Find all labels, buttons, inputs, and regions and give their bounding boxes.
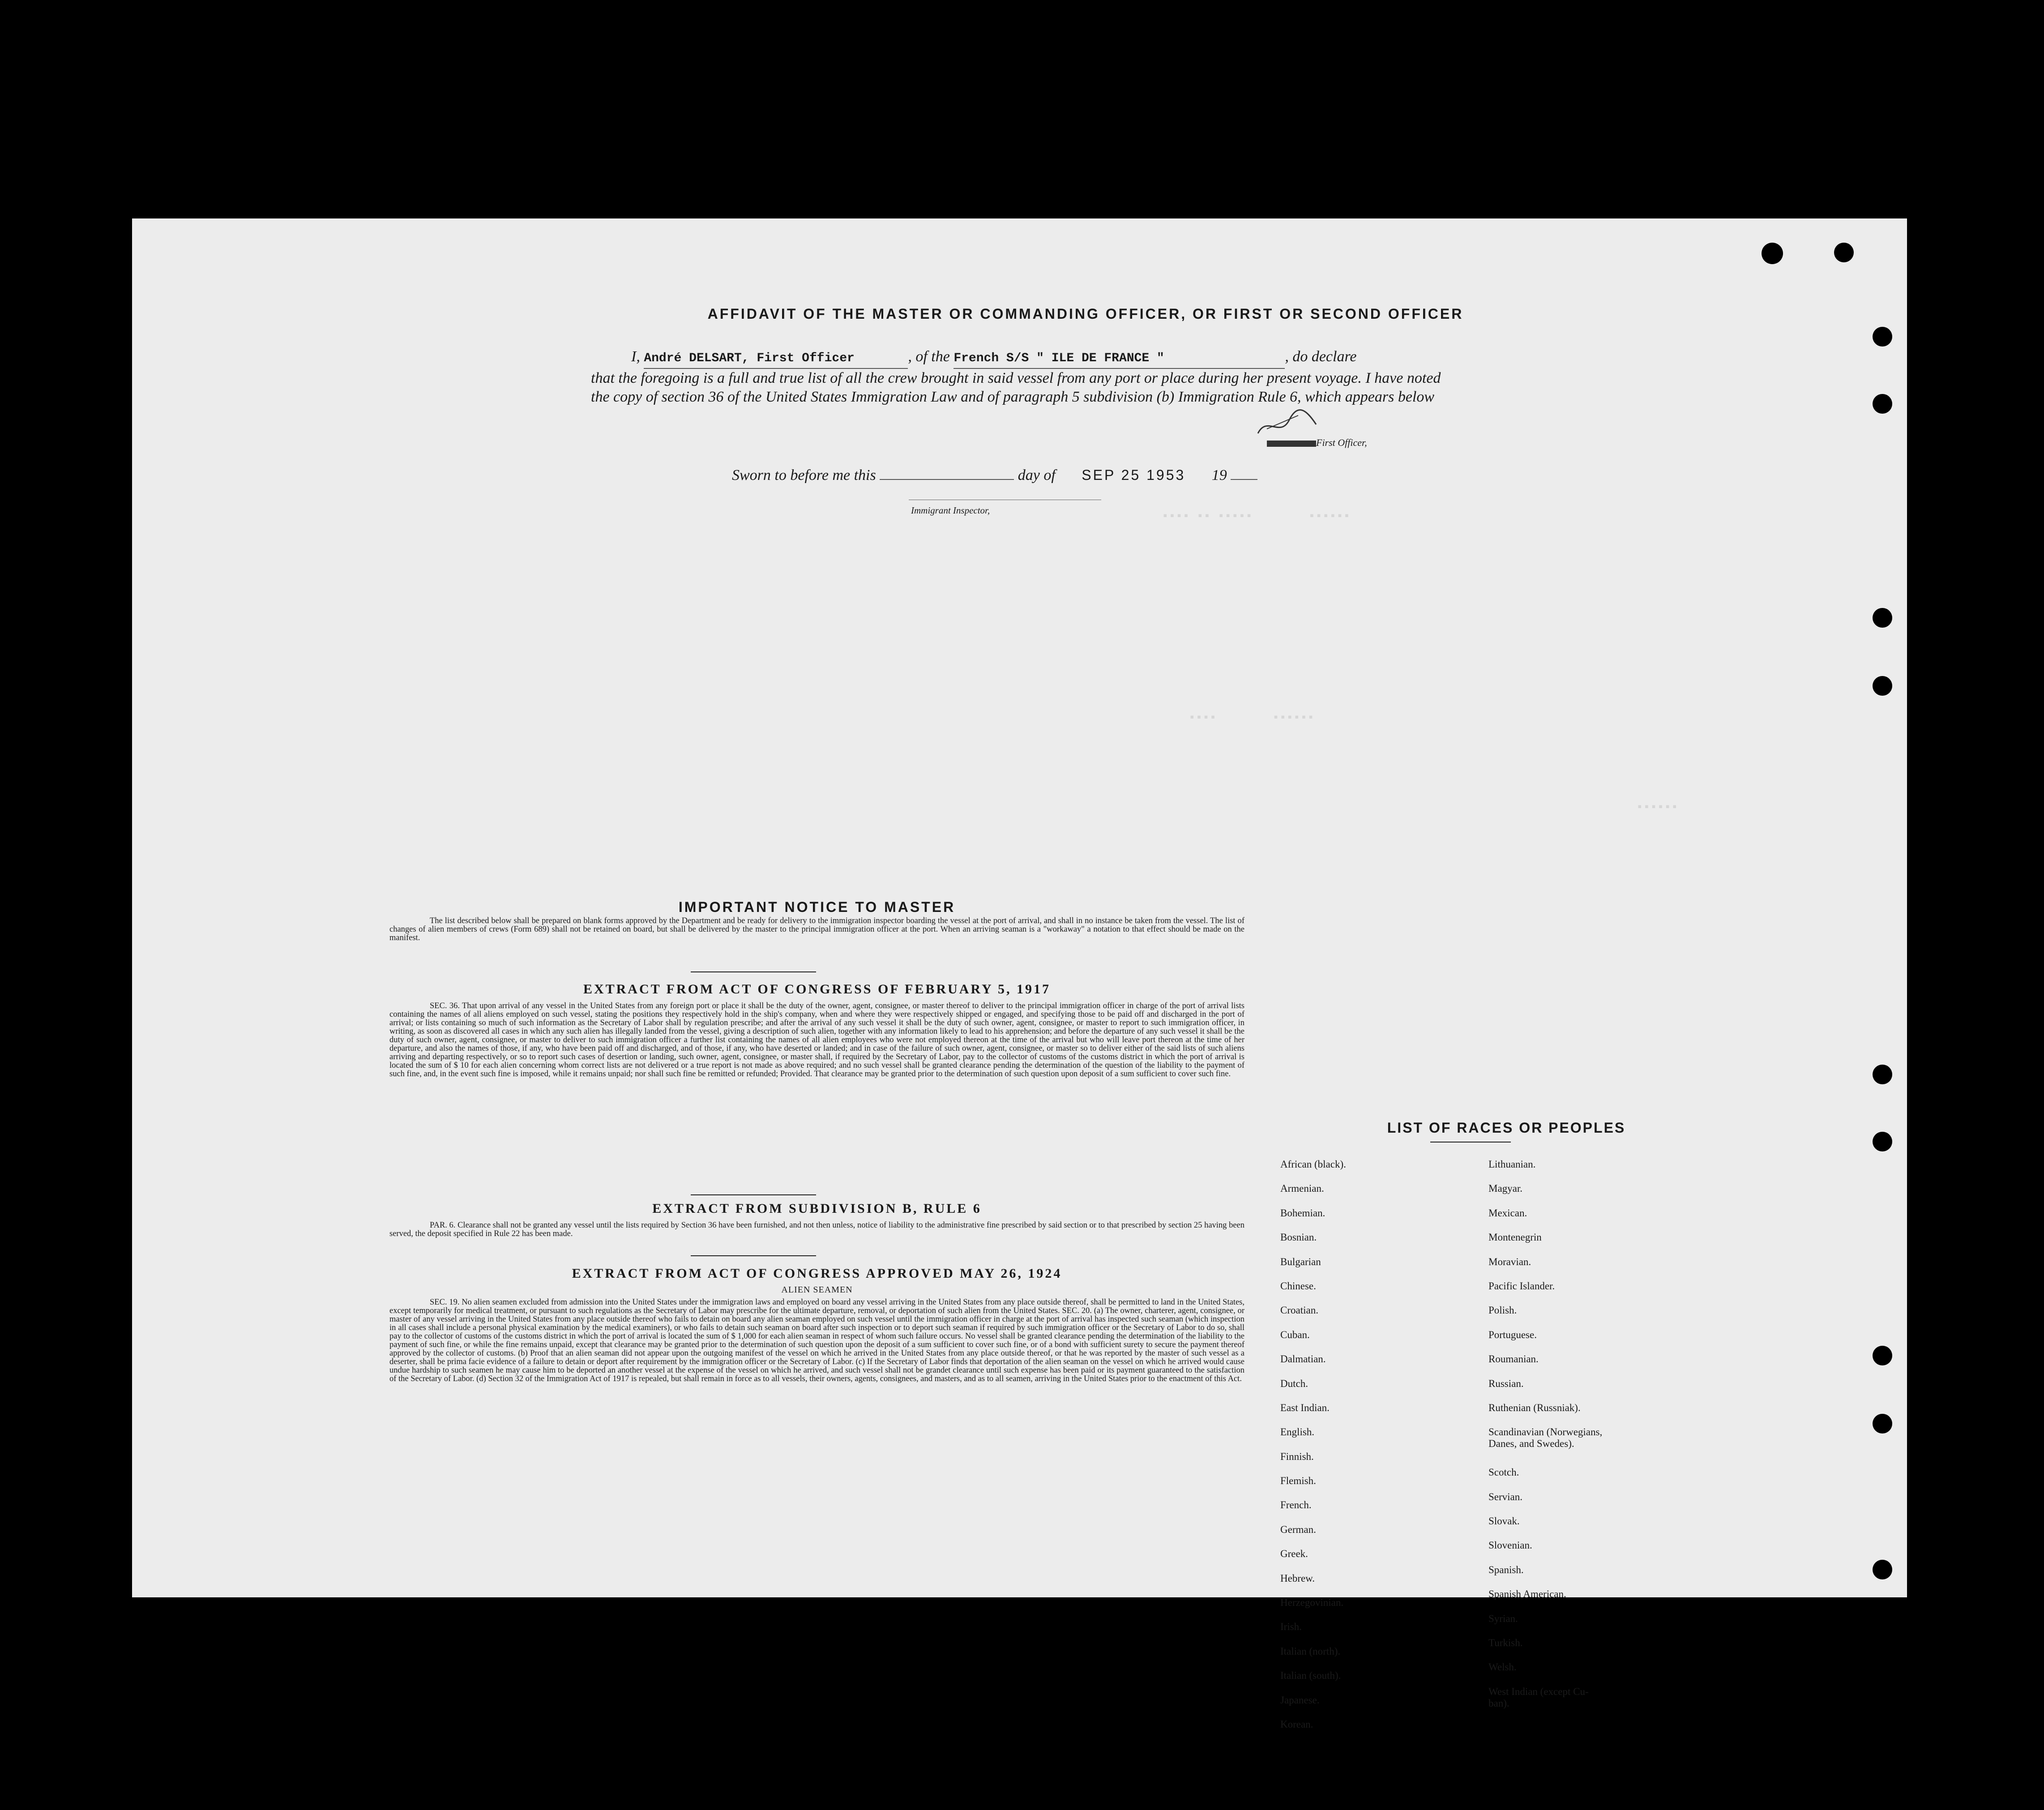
struck-out-text: [1267, 441, 1316, 447]
race-item: Bosnian.: [1280, 1232, 1317, 1243]
race-item: Scotch.: [1488, 1467, 1519, 1478]
punch-hole: [1873, 1346, 1892, 1365]
signature-line: [1267, 437, 1367, 449]
race-item: Cuban.: [1280, 1329, 1310, 1340]
do-declare-text: , do declare: [1285, 348, 1357, 365]
sworn-prefix: Sworn to before me this: [732, 467, 876, 484]
race-item: Turkish.: [1488, 1637, 1523, 1649]
race-item: Herzegovinian.: [1280, 1597, 1344, 1609]
of-the-text: , of the: [908, 348, 950, 365]
extract-1924-title: EXTRACT FROM ACT OF CONGRESS APPROVED MAY 26, 1924: [572, 1266, 1062, 1281]
races-right-column: [1488, 1159, 1721, 1710]
divider: [691, 1255, 816, 1256]
race-item: Welsh.: [1488, 1661, 1517, 1673]
race-item: Spanish.: [1488, 1564, 1524, 1575]
race-item: Spanish American.: [1488, 1588, 1566, 1600]
race-item: Polish.: [1488, 1305, 1517, 1316]
year-field: [1231, 479, 1257, 480]
punch-hole: [1873, 676, 1892, 696]
races-left-column: [1280, 1159, 1468, 1743]
day-of-text: day of: [1018, 467, 1056, 484]
signature-caption: First Officer,: [1316, 437, 1367, 448]
race-item: African (black).: [1280, 1159, 1346, 1170]
document-page: [132, 218, 1907, 1730]
extract-rule6-title: EXTRACT FROM SUBDIVISION B, RULE 6: [652, 1201, 982, 1216]
race-item: Russian.: [1488, 1378, 1524, 1389]
race-item: Korean.: [1280, 1718, 1313, 1730]
punch-hole: [1873, 1627, 1892, 1647]
race-item: East Indian.: [1280, 1402, 1330, 1413]
race-item: West Indian (except Cu- ban).: [1488, 1686, 1589, 1709]
bleed-through-marks: ▪▪▪▪ ▪▪▪▪▪▪: [1189, 711, 1314, 724]
punch-hole: [1834, 243, 1854, 262]
race-item: Moravian.: [1488, 1256, 1531, 1267]
race-item: Pacific Islander.: [1488, 1280, 1555, 1292]
vessel-name-field: French S/S " ILE DE FRANCE ": [954, 349, 1285, 369]
race-item: Lithuanian.: [1488, 1159, 1536, 1170]
year-prefix: 19: [1211, 467, 1227, 484]
affidavit-declaration: [591, 347, 1455, 407]
race-item: Japanese.: [1280, 1694, 1320, 1706]
race-item: French.: [1280, 1499, 1312, 1511]
race-item: Scandinavian (Norwegians, Danes, and Swedes).: [1488, 1426, 1603, 1450]
extract-rule6-text: PAR. 6. Clearance shall not be granted any vessel until the lists required by Section 36 have been furnished, and not then unless, notice of liability to the administrative fine prescribed by said section or to that prescribed by section 25 having been served, the deposit specified in Rule 22 has been made.: [389, 1221, 1244, 1238]
race-item: Croatian.: [1280, 1305, 1318, 1316]
race-item: Dutch.: [1280, 1378, 1308, 1389]
race-item: Irish.: [1280, 1621, 1302, 1633]
race-item: Italian (south).: [1280, 1670, 1341, 1682]
declaration-body: that the foregoing is a full and true list of all the crew brought in said vessel from any port or place during her present voyage. I have noted the copy of section 36 of the United States Immigration Law and of paragraph 5 subdivision (b) Immigration Rule 6, which appears below: [591, 370, 1441, 405]
divider: [691, 971, 816, 972]
race-item: Chinese.: [1280, 1280, 1316, 1292]
race-item: Finnish.: [1280, 1451, 1314, 1462]
extract-1917-text: SEC. 36. That upon arrival of any vessel in the United States from any foreign port or place it shall be the duty of the owner, agent, consignee, or master thereof to deliver to the principal immigration officer in charge of the port of arrival lists containing the names of all aliens employed on such vessel, stating the positions they respectively hold in the ship's company, when and where they were respectively shipped or engaged, and specifying those to be paid off and discharged in the port of arrival; or lists containing so much of such information as the Secretary of Labor shall by regulation prescribe; and after the arrival of any such vessel it shall be the duty of such owner, agent, consignee, or master to report to such immigration officer, in writing, as soon as discovered all cases in which any such alien has illegally landed from the vessel, giving a description of such alien, together with any information likely to lead to his apprehension; and before the departure of any such vessel it shall be the duty of such owner, agent, consignee, or master to deliver to such immigration officer a further list containing the names of all alien employees who were not employed thereon at the time of the arrival but who will leave port thereon at the time of her departure, and also the names of those, if any, who have been paid off and discharged, and of those, if any, who have deserted or landed; and in case of the failure of such owner, agent, consignee, or master so to deliver either of the said lists of such aliens arriving and departing respectively, or so to report such cases of desertion or landing, such owner, agent, consignee, or master shall, if required by the Secretary of Labor, pay to the collector of customs of the customs district in which the port of arrival is located the sum of $ 10 for each alien concerning whom correct lists are not delivered or a true report is not made as above required; and no such vessel shall be granted clearance pending the determination of the question of the liability to the payment of such fine, and, in the event such fine is imposed, while it remains unpaid; nor shall such fine be remitted or refunded; Provided. That clearance may be granted prior to the determination of such question upon deposit of a sum sufficient to cover such fine.: [389, 1001, 1244, 1078]
sworn-day-field: [880, 479, 1014, 480]
extract-1917-title: EXTRACT FROM ACT OF CONGRESS OF FEBRUARY 5, 1917: [583, 982, 1051, 997]
race-item: German.: [1280, 1523, 1316, 1535]
race-item: Slovenian.: [1488, 1540, 1532, 1551]
punch-hole: [1873, 608, 1892, 628]
punch-hole: [1873, 1132, 1892, 1151]
bleed-through-marks: ▪▪▪▪▪▪: [1636, 800, 1678, 814]
extract-1924-subtitle: ALIEN SEAMEN: [781, 1285, 853, 1295]
race-item: Portuguese.: [1488, 1329, 1537, 1340]
punch-hole: [1873, 327, 1892, 347]
races-title: LIST OF RACES OR PEOPLES: [1387, 1120, 1626, 1136]
race-item: Flemish.: [1280, 1475, 1316, 1487]
race-item: Bulgarian: [1280, 1256, 1321, 1267]
affidavit-title: AFFIDAVIT OF THE MASTER OR COMMANDING OFFICER, OR FIRST OR SECOND OFFICER: [707, 306, 1464, 322]
race-item: Greek.: [1280, 1548, 1308, 1560]
race-item: Magyar.: [1488, 1183, 1523, 1194]
race-item: Dalmatian.: [1280, 1353, 1326, 1365]
race-item: Servian.: [1488, 1491, 1523, 1502]
race-item: English.: [1280, 1426, 1315, 1438]
divider: [691, 1194, 816, 1195]
race-item: Slovak.: [1488, 1515, 1520, 1527]
punch-hole: [1873, 1560, 1892, 1579]
punch-hole: [1873, 394, 1892, 414]
race-item: Hebrew.: [1280, 1572, 1315, 1584]
race-item: Armenian.: [1280, 1183, 1324, 1194]
punch-hole: [1762, 243, 1783, 264]
officer-name-field: André DELSART, First Officer: [644, 349, 908, 369]
race-item: Bohemian.: [1280, 1207, 1326, 1219]
extract-1924-text: SEC. 19. No alien seamen excluded from admission into the United States under the immigration laws and employed on board any vessel arriving in the United States from any place outside thereof, shall be permitted to land in the United States, except temporarily for medical treatment, or pursuant to such regulations as the Secretary of Labor may prescribe for the ultimate departure, removal, or deportation of such alien from the United States. SEC. 20. (a) The owner, charterer, agent, consignee, or master of any vessel arriving in the United States from any place outside thereof who fails to detain on board any alien seaman employed on such vessel until the immigration officer in charge at the port of arrival has inspected such seaman (which inspection in all cases shall include a personal physical examination by the medical examiners), or who fails to detain such seaman on board after such inspection or to deport such seaman if required by such immigration officer or the Secretary of Labor to do so, shall pay to the collector of customs of the customs district in which the port of arrival is located the sum of $ 1,000 for each alien seaman in respect of whom such failure occurs. No vessel shall be granted clearance pending the determination of the liability to the payment of such fine, or while the fine remains unpaid, except that clearance may be granted prior to the determination of such question upon the deposit of a sum sufficient to cover such fine, or of a bond with sufficient surety to secure the payment thereof approved by the collector of customs. (b) Proof that an alien seaman did not appear upon the outgoing manifest of the vessel on which he arrived in the United States from any place outside thereof, or that he was reported by the master of such vessel as a deserter, shall be prima facie evidence of a failure to detain or deport after requirement by the immigration officer or the Secretary of Labor. (c) If the Secretary of Labor finds that deportation of the alien seaman on the vessel on which he arrived would cause undue hardship to such seamen he may cause him to be deported an another vessel at the expense of the vessel on which he arrived, and such vessel shall not be grandet clearance until such expense has been paid or its payment guaranteed to the satisfaction of the Secretary of Labor. (d) Section 32 of the Immigration Act of 1917 is repealed, but shall remain in force as to all vessels, their owners, agents, consignees, and masters, and as to all seamen, arriving in the United States prior to the enactment of this Act.: [389, 1298, 1244, 1383]
date-stamp: SEP 25 1953: [1082, 467, 1186, 483]
race-item: Ruthenian (Russniak).: [1488, 1402, 1581, 1413]
race-item: Roumanian.: [1488, 1353, 1539, 1365]
race-item: Montenegrin: [1488, 1232, 1542, 1243]
notice-title: IMPORTANT NOTICE TO MASTER: [678, 899, 956, 915]
punch-hole: [1873, 1414, 1892, 1433]
notice-text: The list described below shall be prepared on blank forms approved by the Department and be ready for delivery to the immigration inspector boarding the vessel at the port of arrival, and shall in no instance be taken from the vessel. The list of changes of alien members of crews (Form 689) shall not be retained on board, but shall be delivered by the master to the principal immigration officer at the port. When an arriving seaman is a "workaway" a notation to that effect should be made on the manifest.: [389, 916, 1244, 942]
race-item: Italian (north).: [1280, 1645, 1341, 1657]
inspector-caption: Immigrant Inspector,: [911, 505, 990, 516]
sworn-line: [732, 467, 1257, 484]
punch-hole: [1873, 1065, 1892, 1084]
race-item: Mexican.: [1488, 1207, 1527, 1219]
declaration-prefix: I,: [631, 348, 640, 365]
race-item: Syrian.: [1488, 1613, 1518, 1624]
bleed-through-marks: ▪▪▪▪ ▪▪ ▪▪▪▪▪ ▪▪▪▪▪▪: [1162, 509, 1351, 523]
